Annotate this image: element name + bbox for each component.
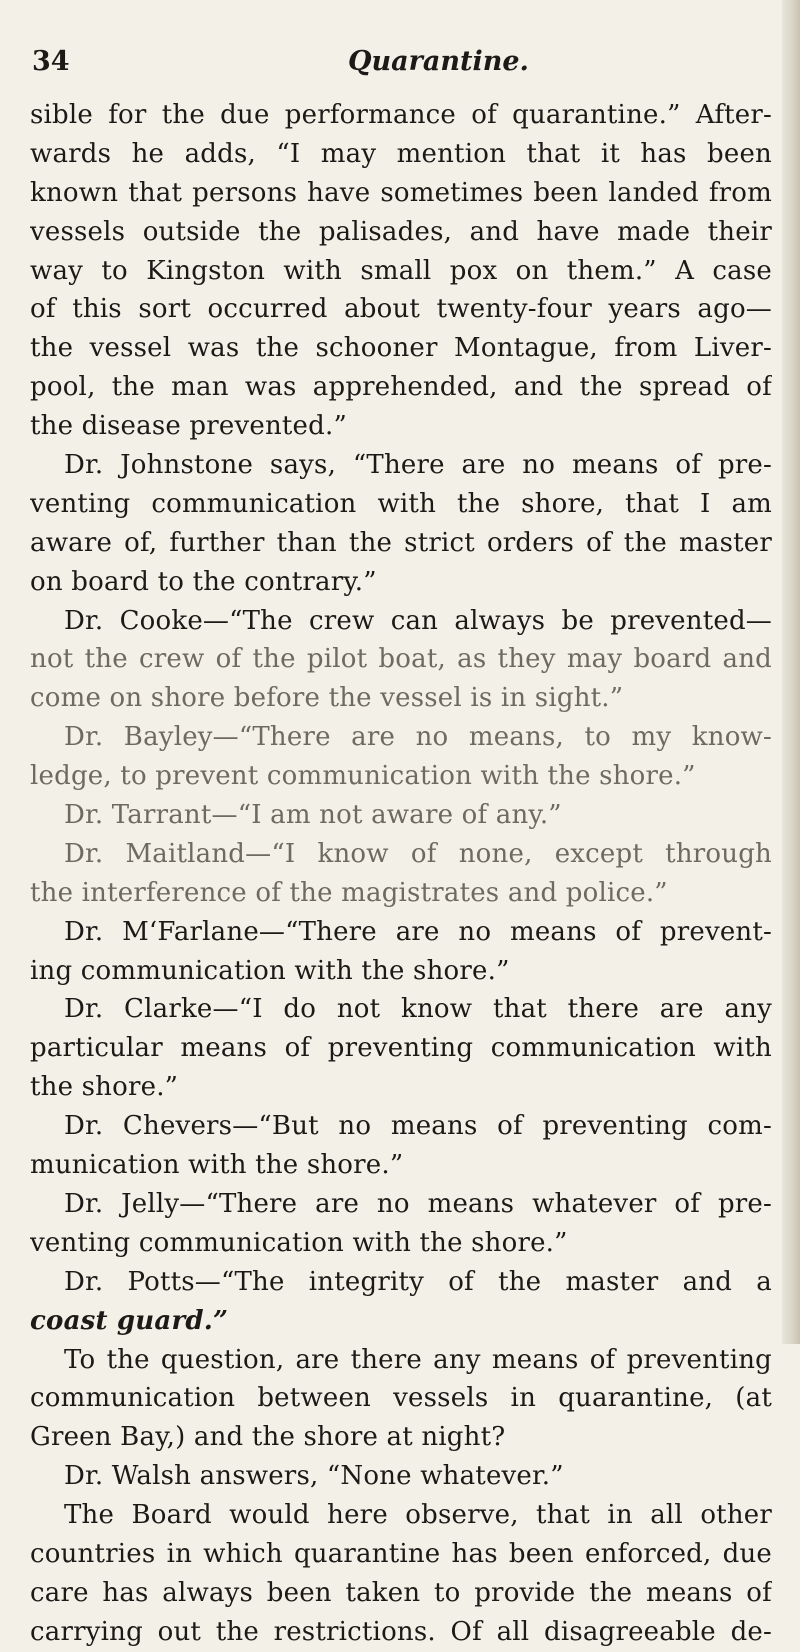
text-line: Dr. Johnstone says, “There are no means of pre- <box>64 450 772 481</box>
text-line: Dr. M‘Farlane—“There are no means of prevent- <box>64 916 772 947</box>
text-line: aware of, further than the strict orders of the master <box>30 527 772 558</box>
text-line: Dr. Maitland—“I know of none, except through <box>64 838 772 869</box>
text-line: Dr. Clarke—“I do not know that there are any <box>64 994 772 1025</box>
text-line: Dr. Tarrant—“I am not aware of any.” <box>64 800 562 831</box>
text-line: the shore.” <box>30 1072 179 1103</box>
text-line: Dr. Walsh answers, “None whatever.” <box>64 1461 564 1492</box>
text-line: on board to the contrary.” <box>30 566 377 597</box>
text-line: communication between vessels in quarantine, (at <box>30 1383 772 1414</box>
page-number: 34 <box>32 46 70 77</box>
text-line: wards he adds, “I may mention that it has been <box>30 138 772 169</box>
text-line: vessels outside the palisades, and have made their <box>30 216 772 247</box>
text-line: the vessel was the schooner Montague, from Liver- <box>30 333 772 364</box>
text-line: come on shore before the vessel is in sight.” <box>30 683 624 714</box>
text-line: ing communication with the shore.” <box>30 955 510 986</box>
page-edge <box>782 0 800 1344</box>
text-line: The Board would here observe, that in all other <box>64 1500 772 1531</box>
text-line: particular means of preventing communication with <box>30 1033 772 1064</box>
text-line: pool, the man was apprehended, and the spread of <box>30 372 772 403</box>
text-line: carrying out the restrictions. Of all disagreeable de- <box>30 1616 772 1647</box>
text-line: Dr. Bayley—“There are no means, to my know- <box>64 722 772 753</box>
text-line: venting communication with the shore, that I am <box>30 488 772 519</box>
text-line: known that persons have sometimes been landed from <box>30 177 772 208</box>
text-line: countries in which quarantine has been enforced, due <box>30 1538 772 1569</box>
text-line: venting communication with the shore.” <box>30 1227 568 1258</box>
text-line: sible for the due performance of quarantine.” After- <box>30 100 772 130</box>
text-line: To the question, are there any means of preventing <box>64 1344 772 1375</box>
text-line: the interference of the magistrates and police.” <box>30 877 668 908</box>
running-head: Quarantine. <box>348 46 529 77</box>
text-line: of this sort occurred about twenty-four years ago— <box>30 294 772 325</box>
text-line: care has always been taken to provide the means of <box>30 1577 772 1608</box>
text-line: way to Kingston with small pox on them.” A case <box>30 255 772 286</box>
text-line: Dr. Jelly—“There are no means whatever of pre- <box>64 1188 772 1219</box>
text-line: Green Bay,) and the shore at night? <box>30 1422 506 1453</box>
text-line: Dr. Chevers—“But no means of preventing com- <box>64 1111 772 1142</box>
body-text <box>30 96 772 1652</box>
text-line: Dr. Potts—“The integrity of the master and a <box>64 1266 772 1297</box>
page-header <box>0 46 800 86</box>
text-line: not the crew of the pilot boat, as they may board and <box>30 644 772 675</box>
text-line: ledge, to prevent communication with the shore.” <box>30 761 696 792</box>
text-line: the disease prevented.” <box>30 411 347 442</box>
text-line: munication with the shore.” <box>30 1150 404 1181</box>
text-line: coast guard.” <box>30 1305 229 1336</box>
text-line: Dr. Cooke—“The crew can always be prevented— <box>64 605 772 636</box>
